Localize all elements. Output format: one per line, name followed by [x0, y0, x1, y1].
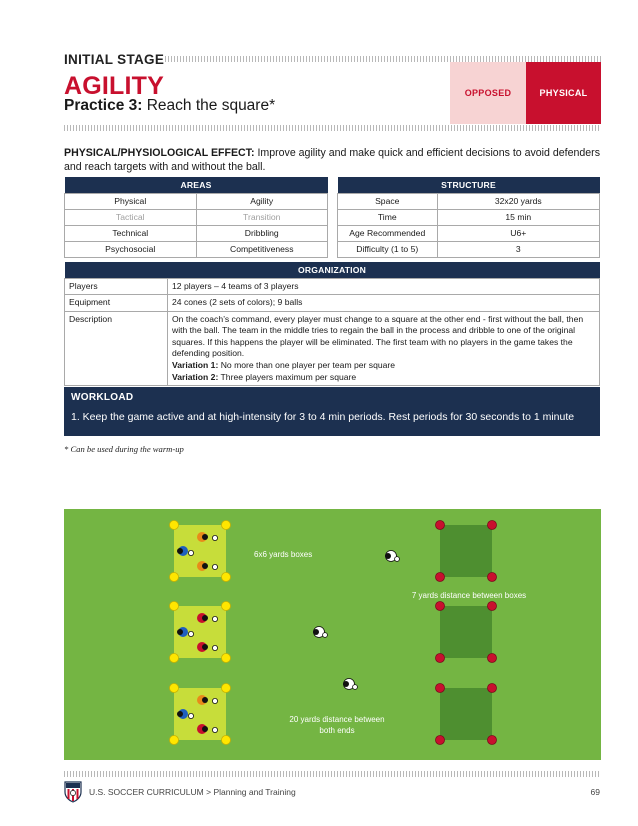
- player-black-icon: [177, 629, 183, 635]
- structure-cell: 15 min: [437, 209, 599, 225]
- player-black-icon: [202, 726, 208, 732]
- description-text: On the coach’s command, every player must change to a square at the other end - first without the ball, then with the ball. The team in the middle tries to regain the ball in the process and dribble to one of the original squares. If this happens the player will be eliminated. The first team with no players in the game takes the defending position.: [172, 313, 584, 359]
- cone-icon: [170, 602, 179, 611]
- ball-icon: [212, 698, 217, 703]
- table-row: [65, 311, 600, 386]
- table-row: [338, 225, 600, 241]
- cone-icon: [222, 684, 231, 693]
- page-title: AGILITY: [64, 72, 165, 100]
- variation-1: [172, 360, 595, 372]
- cone-icon: [436, 684, 445, 693]
- cone-icon: [488, 654, 497, 663]
- table-row: [65, 193, 328, 209]
- ball-icon: [212, 727, 217, 732]
- workload-heading: WORKLOAD: [71, 392, 134, 403]
- cone-icon: [436, 602, 445, 611]
- table-row: [65, 225, 328, 241]
- areas-cell: Psychosocial: [65, 241, 197, 257]
- practice-number: Practice 3:: [64, 97, 143, 114]
- table-row: [65, 241, 328, 257]
- table-row: [338, 209, 600, 225]
- player-black-icon: [202, 644, 208, 650]
- org-label-equipment: Equipment: [65, 295, 168, 312]
- label-distance-boxes: 7 yards distance between boxes: [411, 591, 527, 600]
- structure-cell: Difficulty (1 to 5): [338, 241, 438, 257]
- ball-icon: [395, 557, 400, 562]
- table-row: [338, 193, 600, 209]
- structure-cell: Space: [338, 193, 438, 209]
- org-value-players: 12 players – 4 teams of 3 players: [168, 278, 600, 295]
- structure-cell: Age Recommended: [338, 225, 438, 241]
- effect-text: Improve agility and make quick and efficient decisions to avoid defenders and reach targets with and without the ball.: [64, 147, 600, 173]
- field-diagram: [64, 509, 601, 760]
- ball-icon: [188, 631, 193, 636]
- footer-hatch: [64, 771, 601, 777]
- ball-icon: [212, 645, 217, 650]
- cone-icon: [436, 521, 445, 530]
- defender-head-icon: [385, 553, 391, 559]
- variation-2-text: Three players maximum per square: [218, 371, 357, 382]
- variation-1-text: No more than one player per team per square: [218, 360, 396, 371]
- cone-icon: [222, 602, 231, 611]
- areas-cell: Tactical: [65, 209, 197, 225]
- org-label-players: Players: [65, 278, 168, 295]
- areas-cell: Dribbling: [196, 225, 328, 241]
- variation-1-label: Variation 1:: [172, 360, 219, 371]
- label-distance-ends-line2: both ends: [319, 726, 355, 735]
- right-box-middle: [440, 606, 492, 658]
- player-black-icon: [202, 615, 208, 621]
- ball-icon: [212, 535, 217, 540]
- tag-physical: PHYSICAL: [526, 62, 601, 124]
- us-soccer-crest-icon: [64, 781, 82, 803]
- footer-breadcrumb: U.S. SOCCER CURRICULUM > Planning and Training: [89, 787, 296, 797]
- player-black-icon: [177, 548, 183, 554]
- areas-cell: Physical: [65, 193, 197, 209]
- ball-icon: [212, 564, 217, 569]
- structure-cell: Time: [338, 209, 438, 225]
- label-box-size: 6x6 yards boxes: [254, 550, 313, 559]
- org-label-description: Description: [65, 311, 168, 386]
- player-black-icon: [202, 534, 208, 540]
- org-value-description: [168, 311, 600, 386]
- cone-icon: [488, 736, 497, 745]
- cone-icon: [222, 521, 231, 530]
- workload-item: 1. Keep the game active and at high-intensity for 3 to 4 min periods. Rest periods for 30 seconds to 1 minute: [71, 411, 575, 423]
- cone-icon: [222, 736, 231, 745]
- cone-icon: [488, 684, 497, 693]
- cone-icon: [488, 573, 497, 582]
- header-hatch-bottom: [64, 125, 601, 131]
- organization-table: [64, 262, 600, 386]
- table-row: [65, 209, 328, 225]
- variation-2-label: Variation 2:: [172, 371, 219, 382]
- org-value-equipment: 24 cones (2 sets of colors); 9 balls: [168, 295, 600, 312]
- areas-cell: Competitiveness: [196, 241, 328, 257]
- structure-table: [337, 177, 600, 258]
- structure-cell: 32x20 yards: [437, 193, 599, 209]
- cone-icon: [436, 573, 445, 582]
- ball-icon: [212, 616, 217, 621]
- areas-cell: Transition: [196, 209, 328, 225]
- cone-icon: [222, 654, 231, 663]
- defender-head-icon: [313, 629, 319, 635]
- cone-icon: [170, 521, 179, 530]
- structure-cell: 3: [437, 241, 599, 257]
- cone-icon: [170, 684, 179, 693]
- practice-name: Reach the square*: [142, 97, 276, 114]
- cone-icon: [488, 602, 497, 611]
- cone-icon: [488, 521, 497, 530]
- page-number: 69: [590, 787, 600, 797]
- footnote: * Can be used during the warm-up: [64, 444, 184, 454]
- stage-label: INITIAL STAGE: [64, 52, 165, 67]
- areas-heading: AREAS: [65, 177, 328, 193]
- organization-heading: ORGANIZATION: [65, 262, 600, 278]
- structure-heading: STRUCTURE: [338, 177, 600, 193]
- cone-icon: [170, 573, 179, 582]
- effect-label: PHYSICAL/PHYSIOLOGICAL EFFECT:: [64, 147, 255, 159]
- areas-cell: Agility: [196, 193, 328, 209]
- ball-icon: [353, 685, 358, 690]
- table-row: [65, 278, 600, 295]
- areas-cell: Technical: [65, 225, 197, 241]
- label-distance-ends-line1: 20 yards distance between: [289, 715, 385, 724]
- physiological-effect: [64, 146, 600, 174]
- player-black-icon: [202, 563, 208, 569]
- table-row: [338, 241, 600, 257]
- ball-icon: [323, 633, 328, 638]
- right-box-top: [440, 525, 492, 577]
- table-row: [65, 295, 600, 312]
- tag-opposed: OPPOSED: [450, 62, 526, 124]
- cone-icon: [170, 654, 179, 663]
- cone-icon: [436, 736, 445, 745]
- player-black-icon: [177, 711, 183, 717]
- variation-2: [172, 372, 595, 384]
- ball-icon: [188, 713, 193, 718]
- right-box-bottom: [440, 688, 492, 740]
- ball-icon: [188, 550, 193, 555]
- cone-icon: [222, 573, 231, 582]
- cone-icon: [170, 736, 179, 745]
- player-black-icon: [202, 697, 208, 703]
- label-distance-ends: [272, 714, 402, 736]
- practice-title: [64, 97, 275, 115]
- defenders: [313, 551, 399, 690]
- defender-head-icon: [343, 681, 349, 687]
- areas-table: [64, 177, 328, 258]
- structure-cell: U6+: [437, 225, 599, 241]
- workload-box: [64, 387, 600, 436]
- cone-icon: [436, 654, 445, 663]
